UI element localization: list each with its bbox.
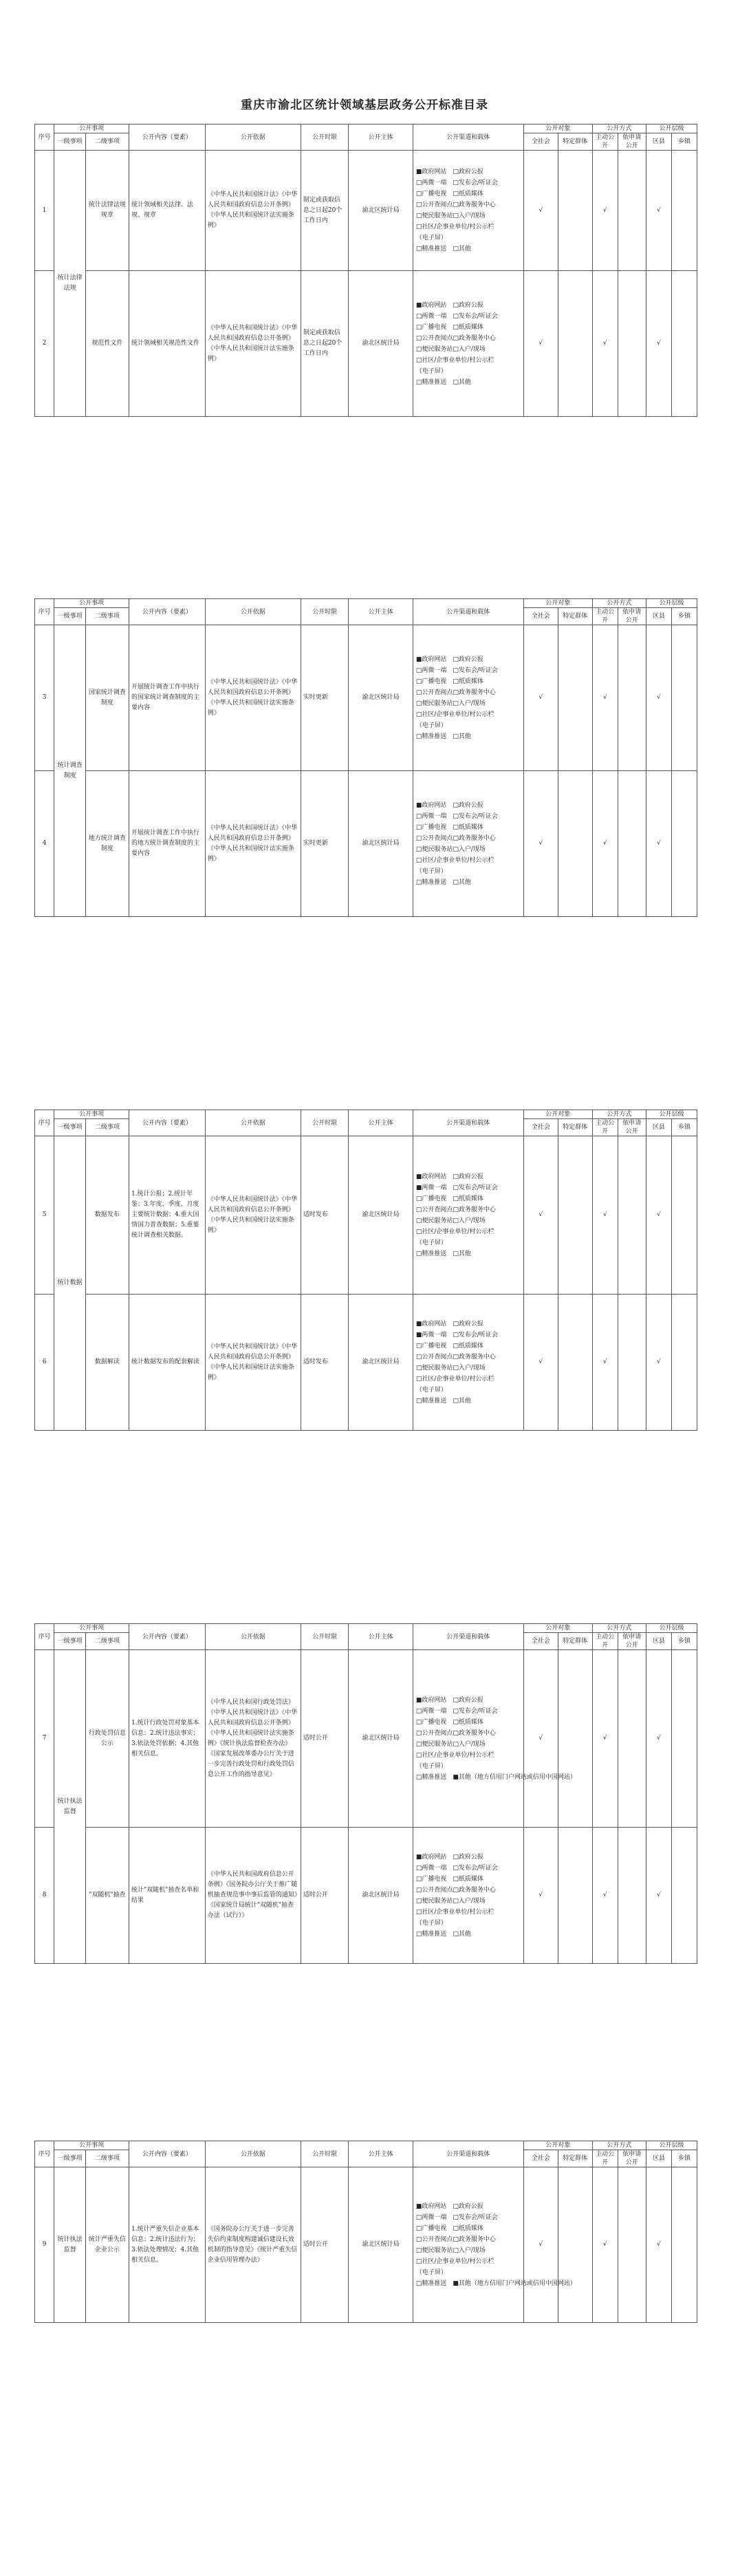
channel-option: □社区/企事业单位/村公示栏 xyxy=(415,356,494,364)
row-seq: 5 xyxy=(35,1136,54,1295)
channel-option: □社区/企事业单位/村公示栏 xyxy=(415,1908,494,1916)
channels-cell xyxy=(413,271,523,417)
header-item-l1: 一级事项 xyxy=(54,2150,86,2167)
row-seq: 6 xyxy=(35,1295,54,1431)
row-seq: 4 xyxy=(35,771,54,917)
channel-option: ■两微一端 □发布会/听证会 xyxy=(415,1184,498,1191)
header-basis: 公开依据 xyxy=(205,2141,301,2167)
method-active-mark: √ xyxy=(592,1650,618,1828)
item-l1-cell: 统计调查制度 xyxy=(54,625,86,917)
target-specific-mark xyxy=(558,1295,592,1431)
channel-option: □两微一端 □发布会/听证会 xyxy=(415,812,498,820)
channel-option: □广播电视 □纸质媒体 xyxy=(415,1875,483,1883)
target-all-mark: √ xyxy=(523,2167,558,2323)
content-cell: 统计"双随机"抽查名单和结果 xyxy=(129,1828,205,1964)
table-row xyxy=(35,771,697,917)
header-level-district: 区县 xyxy=(646,133,671,151)
header-item: 公开事项 xyxy=(54,1110,129,1119)
subject-cell: 渝北区统计局 xyxy=(349,771,413,917)
content-cell: 统计数据发布的配套解读 xyxy=(129,1295,205,1431)
channel-option: ■两微一端 □发布会/听证会 xyxy=(415,1331,498,1339)
channel-option: （电子屏） xyxy=(415,235,447,241)
channels-cell xyxy=(413,1136,523,1295)
channel-option: □便民服务站□入户/现场 xyxy=(415,213,486,219)
row-seq: 2 xyxy=(35,271,54,417)
subject-cell: 渝北区统计局 xyxy=(349,151,413,271)
time-cell: 适时公开 xyxy=(301,1650,349,1828)
channel-option: （电子屏） xyxy=(415,722,447,729)
channel-option: ■政府网站 □政府公报 xyxy=(415,2202,483,2210)
channel-option: □两微一端 □发布会/听证会 xyxy=(415,2214,498,2221)
basis-cell: 《中华人民共和国统计法》《中华人民共和国政府信息公开条例》《中华人民共和国统计法实施条例》 xyxy=(205,625,301,771)
row-seq: 9 xyxy=(35,2167,54,2323)
header-method-apply: 依申请公开 xyxy=(618,133,646,151)
method-apply-mark xyxy=(618,151,646,271)
header-method-apply: 依申请公开 xyxy=(618,1119,646,1136)
basis-cell: 《中华人民共和国统计法》《中华人民共和国政府信息公开条例》《中华人民共和国统计法实施条例》 xyxy=(205,271,301,417)
channel-option: □公开查阅点□政务服务中心 xyxy=(415,1353,496,1361)
channel-option: □公开查阅点□政务服务中心 xyxy=(415,834,496,842)
header-method: 公开方式 xyxy=(592,125,646,133)
channel-option: □广播电视 □纸质媒体 xyxy=(415,323,483,331)
header-target-all: 全社会 xyxy=(523,1119,558,1136)
channel-option: □便民服务站□入户/现场 xyxy=(415,1897,486,1905)
header-method-apply: 依申请公开 xyxy=(618,608,646,625)
table-row xyxy=(35,1828,697,1964)
basis-cell: 《中华人民共和国统计法》《中华人民共和国政府信息公开条例》《中华人民共和国统计法实施条例》 xyxy=(205,1295,301,1431)
channel-option: ■政府网站 □政府公报 xyxy=(415,1853,483,1861)
catalog-table xyxy=(34,1623,697,1964)
channel-option: □便民服务站□入户/现场 xyxy=(415,845,486,853)
header-target-all: 全社会 xyxy=(523,2150,558,2167)
target-specific-mark xyxy=(558,625,592,771)
channel-option: □广播电视 □纸质媒体 xyxy=(415,823,483,831)
table-row xyxy=(35,1650,697,1828)
header-subject: 公开主体 xyxy=(349,599,413,625)
channel-option: □精准推送 □其他 xyxy=(415,246,471,252)
channel-option: □公开查阅点□政务服务中心 xyxy=(415,1206,496,1213)
header-item: 公开事项 xyxy=(54,125,129,133)
channel-option: □精准推送 □其他 xyxy=(415,878,471,886)
method-active-mark: √ xyxy=(592,1828,618,1964)
channel-option: □社区/企事业单位/村公示栏 xyxy=(415,1751,494,1759)
method-apply-mark xyxy=(618,625,646,771)
header-target-all: 全社会 xyxy=(523,608,558,625)
content-cell: 统计领域相关法律、法规、规章 xyxy=(129,151,205,271)
channel-option: □两微一端 □发布会/听证会 xyxy=(415,312,498,320)
level-town-mark xyxy=(671,1136,697,1295)
header-target-specific: 特定群体 xyxy=(558,1633,592,1650)
method-active-mark: √ xyxy=(592,771,618,917)
channels-cell xyxy=(413,625,523,771)
header-level: 公开层级 xyxy=(646,1624,697,1633)
method-active-mark: √ xyxy=(592,151,618,271)
level-district-mark: √ xyxy=(646,625,671,771)
row-seq: 1 xyxy=(35,151,54,271)
level-district-mark: √ xyxy=(646,1295,671,1431)
item-l2-cell: 规范性文件 xyxy=(85,271,129,417)
header-time: 公开时限 xyxy=(301,1110,349,1136)
header-channels: 公开渠道和载体 xyxy=(413,599,523,625)
channel-option: □广播电视 □纸质媒体 xyxy=(415,1718,483,1726)
time-cell: 适时公开 xyxy=(301,2167,349,2323)
header-item-l1: 一级事项 xyxy=(54,1119,86,1136)
header-target: 公开对象 xyxy=(523,125,592,133)
subject-cell: 渝北区统计局 xyxy=(349,625,413,771)
level-district-mark: √ xyxy=(646,771,671,917)
channel-option: □两微一端 □发布会/听证会 xyxy=(415,1864,498,1872)
table-row xyxy=(35,2167,697,2323)
channel-option: （电子屏） xyxy=(415,1762,447,1770)
header-channels: 公开渠道和载体 xyxy=(413,2141,523,2167)
header-item: 公开事项 xyxy=(54,599,129,608)
header-level-town: 乡镇 xyxy=(671,1119,697,1136)
header-basis: 公开依据 xyxy=(205,599,301,625)
header-level-town: 乡镇 xyxy=(671,133,697,151)
channel-option: □精准推送 □其他 xyxy=(415,1397,471,1405)
table-row xyxy=(35,271,697,417)
content-cell: 1.统计严重失信企业基本信息；2.统计违法行为；3.依法处理情况；4.其他相关信息。 xyxy=(129,2167,205,2323)
content-cell: 开展统计调查工作中执行的国家统计调查制度的主要内容 xyxy=(129,625,205,771)
item-l2-cell: "双随机"抽查 xyxy=(85,1828,129,1964)
method-apply-mark xyxy=(618,2167,646,2323)
channel-option: □公开查阅点□政务服务中心 xyxy=(415,689,496,696)
method-active-mark: √ xyxy=(592,625,618,771)
basis-cell: 《中华人民共和国行政处罚法》《中华人民共和国统计法》《中华人民共和国政府信息公开条例》《中华人民共和国统计法实施条例》《统计执法监督检查办法》《国家发展改革委办公厅关于进一步完善行政处罚和行政处罚信息公开工作的指导意见》 xyxy=(205,1650,301,1828)
method-apply-mark xyxy=(618,771,646,917)
channel-option: □公开查阅点□政务服务中心 xyxy=(415,1886,496,1894)
catalog-table xyxy=(34,1110,697,1431)
header-content: 公开内容（要素） xyxy=(129,599,205,625)
channel-option: □公开查阅点□政务服务中心 xyxy=(415,1729,496,1737)
header-time: 公开时限 xyxy=(301,2141,349,2167)
catalog-table xyxy=(34,598,697,917)
channel-option: □便民服务站□入户/现场 xyxy=(415,1740,486,1748)
header-level-town: 乡镇 xyxy=(671,608,697,625)
method-apply-mark xyxy=(618,1295,646,1431)
level-district-mark: √ xyxy=(646,2167,671,2323)
channel-option: □便民服务站□入户/现场 xyxy=(415,700,486,707)
row-seq: 3 xyxy=(35,625,54,771)
time-cell: 制定或获取信息之日起20个工作日内 xyxy=(301,271,349,417)
channel-option: □精准推送 □其他 xyxy=(415,378,471,386)
target-all-mark: √ xyxy=(523,1136,558,1295)
table-row xyxy=(35,1136,697,1295)
channel-option: □精准推送 ■其他（地方信用门户网站或信用中国网站） xyxy=(415,1773,576,1781)
channels-cell xyxy=(413,1295,523,1431)
channel-option: □公开查阅点□政务服务中心 xyxy=(415,2236,496,2243)
target-specific-mark xyxy=(558,2167,592,2323)
header-method-active: 主动公开 xyxy=(592,608,618,625)
target-all-mark: √ xyxy=(523,771,558,917)
header-item-l2: 二级事项 xyxy=(85,608,129,625)
channel-option: （电子屏） xyxy=(415,367,447,375)
header-method-apply: 依申请公开 xyxy=(618,1633,646,1650)
level-town-mark xyxy=(671,271,697,417)
header-level: 公开层级 xyxy=(646,599,697,608)
header-level-district: 区县 xyxy=(646,608,671,625)
channel-option: ■政府网站 □政府公报 xyxy=(415,1173,483,1180)
header-target: 公开对象 xyxy=(523,599,592,608)
basis-cell: 《中华人民共和国统计法》《中华人民共和国政府信息公开条例》《中华人民共和国统计法实施条例》 xyxy=(205,151,301,271)
header-level-town: 乡镇 xyxy=(671,2150,697,2167)
header-seq: 序号 xyxy=(35,1624,54,1650)
time-cell: 实时更新 xyxy=(301,771,349,917)
header-seq: 序号 xyxy=(35,1110,54,1136)
header-time: 公开时限 xyxy=(301,599,349,625)
channel-option: ■政府网站 □政府公报 xyxy=(415,301,483,309)
channel-option: □便民服务站□入户/现场 xyxy=(415,1364,486,1372)
channel-option: □两微一端 □发布会/听证会 xyxy=(415,667,498,674)
header-target-specific: 特定群体 xyxy=(558,1119,592,1136)
channel-option: □社区/企事业单位/村公示栏 xyxy=(415,856,494,864)
channel-option: ■政府网站 □政府公报 xyxy=(415,1696,483,1704)
item-l2-cell: 数据解读 xyxy=(85,1295,129,1431)
channel-option: □精准推送 □其他 xyxy=(415,733,471,740)
item-l1-cell: 统计法律法规 xyxy=(54,151,86,417)
header-item: 公开事项 xyxy=(54,2141,129,2150)
header-channels: 公开渠道和载体 xyxy=(413,1624,523,1650)
header-target-specific: 特定群体 xyxy=(558,608,592,625)
channel-option: □广播电视 □纸质媒体 xyxy=(415,2225,483,2232)
header-subject: 公开主体 xyxy=(349,1624,413,1650)
level-town-mark xyxy=(671,2167,697,2323)
target-specific-mark xyxy=(558,271,592,417)
basis-cell: 《中华人民共和国统计法》《中华人民共和国政府信息公开条例》《中华人民共和国统计法实施条例》 xyxy=(205,1136,301,1295)
catalog-table xyxy=(34,2141,697,2323)
content-cell: 1.统计公报；2.统计年鉴；3.年度、季度、月度主要统计数据；4.重大国情国力普查数据；5.重要统计调查相关数据。 xyxy=(129,1136,205,1295)
content-cell: 1.统计行政处罚对象基本信息；2.统计违法事实；3.依法处罚依据；4.其他相关信息。 xyxy=(129,1650,205,1828)
basis-cell: 《中华人民共和国统计法》《中华人民共和国政府信息公开条例》《中华人民共和国统计法实施条例》 xyxy=(205,771,301,917)
header-seq: 序号 xyxy=(35,599,54,625)
level-town-mark xyxy=(671,771,697,917)
subject-cell: 渝北区统计局 xyxy=(349,2167,413,2323)
header-method-active: 主动公开 xyxy=(592,2150,618,2167)
channel-option: □社区/企事业单位/村公示栏 xyxy=(415,1375,494,1383)
header-seq: 序号 xyxy=(35,125,54,151)
header-content: 公开内容（要素） xyxy=(129,1110,205,1136)
header-target-all: 全社会 xyxy=(523,1633,558,1650)
header-target-all: 全社会 xyxy=(523,133,558,151)
subject-cell: 渝北区统计局 xyxy=(349,271,413,417)
channel-option: □精准推送 □其他 xyxy=(415,1930,471,1938)
header-method-active: 主动公开 xyxy=(592,133,618,151)
header-basis: 公开依据 xyxy=(205,1110,301,1136)
target-specific-mark xyxy=(558,151,592,271)
level-district-mark: √ xyxy=(646,271,671,417)
header-level: 公开层级 xyxy=(646,1110,697,1119)
header-target-specific: 特定群体 xyxy=(558,133,592,151)
level-district-mark: √ xyxy=(646,1136,671,1295)
level-town-mark xyxy=(671,1828,697,1964)
channel-option: □两微一端 □发布会/听证会 xyxy=(415,180,498,186)
channel-option: □精准推送 □其他 xyxy=(415,1250,471,1257)
target-all-mark: √ xyxy=(523,1650,558,1828)
level-town-mark xyxy=(671,151,697,271)
header-level-district: 区县 xyxy=(646,2150,671,2167)
header-seq: 序号 xyxy=(35,2141,54,2167)
channel-option: □社区/企事业单位/村公示栏 xyxy=(415,711,494,718)
channel-option: □社区/企事业单位/村公示栏 xyxy=(415,224,494,230)
catalog-table xyxy=(34,124,697,417)
time-cell: 适时发布 xyxy=(301,1136,349,1295)
level-town-mark xyxy=(671,1295,697,1431)
header-method: 公开方式 xyxy=(592,1624,646,1633)
method-apply-mark xyxy=(618,1136,646,1295)
target-specific-mark xyxy=(558,771,592,917)
header-channels: 公开渠道和载体 xyxy=(413,1110,523,1136)
time-cell: 制定或获取信息之日起20个工作日内 xyxy=(301,151,349,271)
header-level: 公开层级 xyxy=(646,2141,697,2150)
header-method: 公开方式 xyxy=(592,1110,646,1119)
target-all-mark: √ xyxy=(523,1295,558,1431)
time-cell: 适时发布 xyxy=(301,1295,349,1431)
item-l1-cell: 统计数据 xyxy=(54,1136,86,1431)
item-l2-cell: 统计法律法规规章 xyxy=(85,151,129,271)
table-row xyxy=(35,625,697,771)
header-item-l1: 一级事项 xyxy=(54,133,86,151)
basis-cell: 《国务院办公厅关于进一步完善失信约束制度构建诚信建设长效机制的指导意见》《统计严重失信企业信用管理办法》 xyxy=(205,2167,301,2323)
channels-cell xyxy=(413,2167,576,2323)
method-active-mark: √ xyxy=(592,1136,618,1295)
header-subject: 公开主体 xyxy=(349,2141,413,2167)
header-level: 公开层级 xyxy=(646,125,697,133)
header-time: 公开时限 xyxy=(301,1624,349,1650)
header-basis: 公开依据 xyxy=(205,125,301,151)
channel-option: （电子屏） xyxy=(415,1386,447,1394)
header-method: 公开方式 xyxy=(592,599,646,608)
header-method: 公开方式 xyxy=(592,2141,646,2150)
header-target-specific: 特定群体 xyxy=(558,2150,592,2167)
item-l2-cell: 行政处罚信息公示 xyxy=(85,1650,129,1828)
header-target: 公开对象 xyxy=(523,1110,592,1119)
level-town-mark xyxy=(671,1650,697,1828)
method-active-mark: √ xyxy=(592,1295,618,1431)
channels-cell xyxy=(413,1828,523,1964)
channel-option: □广播电视 □纸质媒体 xyxy=(415,1342,483,1350)
channels-cell xyxy=(413,151,523,271)
header-method-active: 主动公开 xyxy=(592,1119,618,1136)
channel-option: ■政府网站 □政府公报 xyxy=(415,169,483,175)
header-target: 公开对象 xyxy=(523,1624,592,1633)
item-l2-cell: 统计严重失信企业公示 xyxy=(85,2167,129,2323)
target-all-mark: √ xyxy=(523,271,558,417)
row-seq: 7 xyxy=(35,1650,54,1828)
channel-option: ■政府网站 □政府公报 xyxy=(415,1320,483,1328)
target-specific-mark xyxy=(558,1650,592,1828)
header-item-l1: 一级事项 xyxy=(54,1633,86,1650)
table-row xyxy=(35,1295,697,1431)
channel-option: □精准推送 ■其他（地方信用门户网站或信用中国网站） xyxy=(415,2280,576,2287)
method-active-mark: √ xyxy=(592,2167,618,2323)
content-cell: 开展统计调查工作中执行的地方统计调查制度的主要内容 xyxy=(129,771,205,917)
header-subject: 公开主体 xyxy=(349,1110,413,1136)
header-item-l2: 二级事项 xyxy=(85,2150,129,2167)
header-subject: 公开主体 xyxy=(349,125,413,151)
channels-cell xyxy=(413,1650,576,1828)
channel-option: □便民服务站□入户/现场 xyxy=(415,2247,486,2254)
target-all-mark: √ xyxy=(523,1828,558,1964)
channel-option: （电子屏） xyxy=(415,2269,447,2276)
header-content: 公开内容（要素） xyxy=(129,1624,205,1650)
header-item-l2: 二级事项 xyxy=(85,133,129,151)
channels-cell xyxy=(413,771,523,917)
item-l2-cell: 地方统计调查制度 xyxy=(85,771,129,917)
row-seq: 8 xyxy=(35,1828,54,1964)
item-l1-cell: 统计执法监督 xyxy=(54,1650,86,1964)
channel-option: □两微一端 □发布会/听证会 xyxy=(415,1707,498,1715)
subject-cell: 渝北区统计局 xyxy=(349,1828,413,1964)
header-method-apply: 依申请公开 xyxy=(618,2150,646,2167)
header-item-l2: 二级事项 xyxy=(85,1119,129,1136)
method-apply-mark xyxy=(618,1650,646,1828)
channel-option: □广播电视 □纸质媒体 xyxy=(415,1195,483,1202)
header-level-town: 乡镇 xyxy=(671,1633,697,1650)
item-l2-cell: 数据发布 xyxy=(85,1136,129,1295)
table-row xyxy=(35,151,697,271)
target-specific-mark xyxy=(558,1828,592,1964)
item-l1-cell: 统计执法监督 xyxy=(54,2167,86,2323)
channel-option: □便民服务站□入户/现场 xyxy=(415,345,486,353)
time-cell: 实时更新 xyxy=(301,625,349,771)
level-district-mark: √ xyxy=(646,1650,671,1828)
header-item-l1: 一级事项 xyxy=(54,608,86,625)
header-basis: 公开依据 xyxy=(205,1624,301,1650)
channel-option: □公开查阅点□政务服务中心 xyxy=(415,202,496,208)
basis-cell: 《中华人民共和国政府信息公开条例》《国务院办公厅关于推广随机抽查规范事中事后监管的通知》《国家统计局统计"双随机"抽查办法（试行）》 xyxy=(205,1828,301,1964)
header-channels: 公开渠道和载体 xyxy=(413,125,523,151)
level-town-mark xyxy=(671,625,697,771)
header-content: 公开内容（要素） xyxy=(129,2141,205,2167)
page-title: 重庆市渝北区统计领域基层政务公开标准目录 xyxy=(241,98,488,112)
channel-option: ■政府网站 □政府公报 xyxy=(415,801,483,809)
channel-option: □广播电视 □纸质媒体 xyxy=(415,191,483,197)
channel-option: ■政府网站 □政府公报 xyxy=(415,656,483,663)
channel-option: □广播电视 □纸质媒体 xyxy=(415,678,483,685)
header-method-active: 主动公开 xyxy=(592,1633,618,1650)
channel-option: □便民服务站□入户/现场 xyxy=(415,1217,486,1224)
header-content: 公开内容（要素） xyxy=(129,125,205,151)
channel-option: （电子屏） xyxy=(415,867,447,875)
header-item-l2: 二级事项 xyxy=(85,1633,129,1650)
header-item: 公开事项 xyxy=(54,1624,129,1633)
header-time: 公开时限 xyxy=(301,125,349,151)
target-specific-mark xyxy=(558,1136,592,1295)
header-level-district: 区县 xyxy=(646,1119,671,1136)
item-l2-cell: 国家统计调查制度 xyxy=(85,625,129,771)
method-apply-mark xyxy=(618,271,646,417)
channel-option: （电子屏） xyxy=(415,1919,447,1927)
channel-option: □社区/企事业单位/村公示栏 xyxy=(415,2258,494,2265)
target-all-mark: √ xyxy=(523,151,558,271)
subject-cell: 渝北区统计局 xyxy=(349,1650,413,1828)
method-apply-mark xyxy=(618,1828,646,1964)
subject-cell: 渝北区统计局 xyxy=(349,1295,413,1431)
content-cell: 统计领域相关规范性文件 xyxy=(129,271,205,417)
level-district-mark: √ xyxy=(646,1828,671,1964)
method-active-mark: √ xyxy=(592,271,618,417)
target-all-mark: √ xyxy=(523,625,558,771)
subject-cell: 渝北区统计局 xyxy=(349,1136,413,1295)
time-cell: 适时公开 xyxy=(301,1828,349,1964)
channel-option: （电子屏） xyxy=(415,1239,447,1246)
channel-option: □社区/企事业单位/村公示栏 xyxy=(415,1228,494,1235)
header-level-district: 区县 xyxy=(646,1633,671,1650)
level-district-mark: √ xyxy=(646,151,671,271)
channel-option: □公开查阅点□政务服务中心 xyxy=(415,334,496,342)
header-target: 公开对象 xyxy=(523,2141,592,2150)
